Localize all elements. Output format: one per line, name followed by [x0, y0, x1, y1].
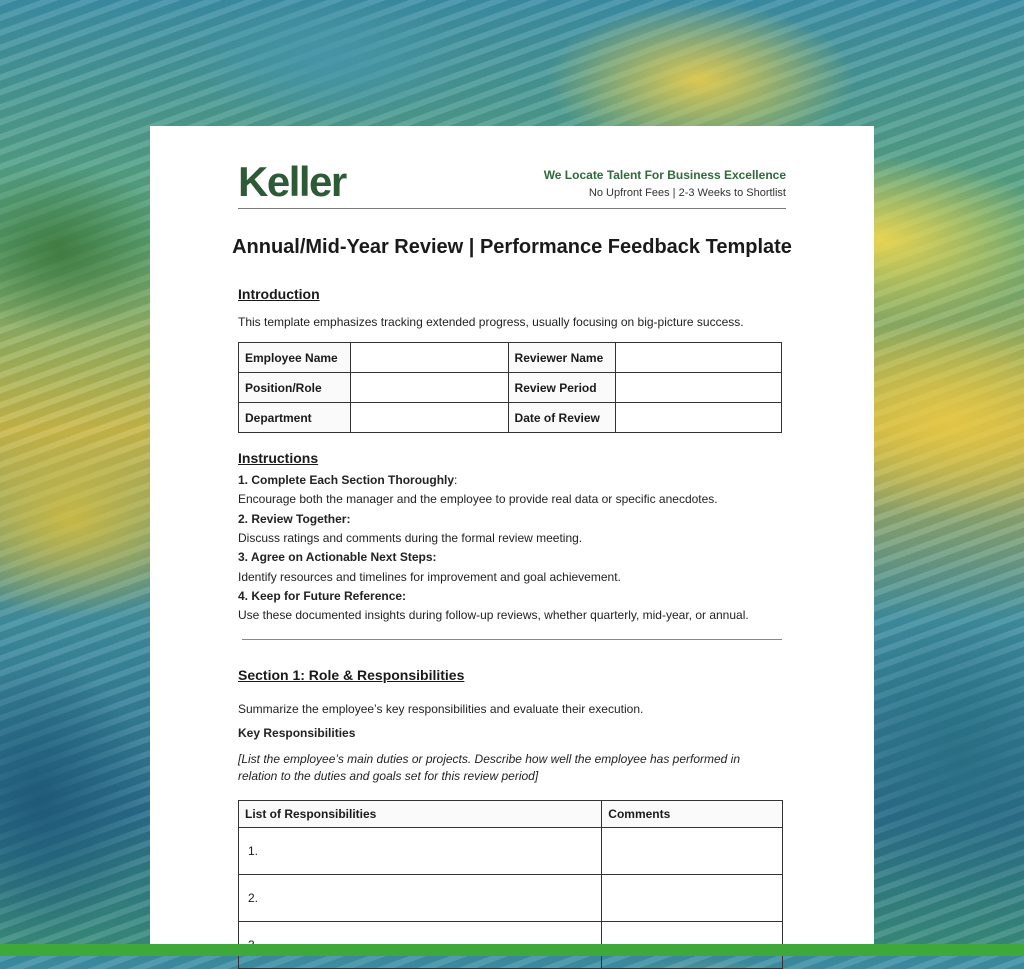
instruction-2-text: Discuss ratings and comments during the formal review meeting.	[238, 531, 583, 545]
instructions-heading: Instructions	[238, 450, 319, 466]
document-header	[238, 156, 786, 209]
table-row	[239, 875, 783, 922]
employee-info-table	[238, 342, 782, 433]
table-header-row	[239, 801, 783, 828]
instruction-2-title: 2. Review Together:	[238, 512, 351, 526]
employee-name-field[interactable]	[350, 343, 508, 373]
date-of-review-label: Date of Review	[508, 403, 616, 433]
review-period-label: Review Period	[508, 373, 616, 403]
department-field[interactable]	[350, 403, 508, 433]
position-role-label: Position/Role	[239, 373, 351, 403]
reviewer-name-field[interactable]	[616, 343, 782, 373]
responsibility-cell[interactable]: 2.	[239, 875, 602, 922]
introduction-heading: Introduction	[238, 286, 320, 302]
keller-logo: Keller	[238, 158, 346, 205]
responsibilities-note: [List the employee’s main duties or projects. Describe how well the employee has performed in relation to the duties and goals set for this review period]	[238, 752, 741, 783]
position-role-field[interactable]	[350, 373, 508, 403]
responsibility-cell[interactable]: 1.	[239, 828, 602, 875]
comment-cell[interactable]	[602, 828, 783, 875]
document-title: Annual/Mid-Year Review | Performance Feedback Template	[232, 236, 792, 258]
instruction-3-title: 3. Agree on Actionable Next Steps:	[238, 550, 437, 564]
subtagline: No Upfront Fees | 2-3 Weeks to Shortlist	[588, 187, 786, 199]
document-page	[150, 126, 874, 944]
introduction-text: This template emphasizes tracking extended progress, usually focusing on big-picture success.	[238, 315, 744, 329]
department-label: Department	[239, 403, 351, 433]
bottom-accent-bar	[0, 944, 1024, 956]
comments-column-header: Comments	[602, 801, 783, 828]
instruction-1-title: 1. Complete Each Section Thoroughly:	[238, 473, 458, 487]
instruction-3-text: Identify resources and timelines for improvement and goal achievement.	[238, 570, 621, 584]
date-of-review-field[interactable]	[616, 403, 782, 433]
reviewer-name-label: Reviewer Name	[508, 343, 616, 373]
review-period-field[interactable]	[616, 373, 782, 403]
table-row	[239, 403, 782, 433]
table-row	[239, 343, 782, 373]
comment-cell[interactable]	[602, 875, 783, 922]
key-responsibilities-heading: Key Responsibilities	[238, 726, 356, 740]
tagline: We Locate Talent For Business Excellence	[543, 168, 786, 182]
section1-text: Summarize the employee’s key responsibilities and evaluate their execution.	[238, 702, 644, 716]
section-divider	[242, 639, 782, 640]
instruction-4-title: 4. Keep for Future Reference:	[238, 589, 407, 603]
section1-heading: Section 1: Role & Responsibilities	[238, 667, 465, 683]
employee-name-label: Employee Name	[239, 343, 351, 373]
table-row	[239, 828, 783, 875]
responsibilities-column-header: List of Responsibilities	[239, 801, 602, 828]
instruction-1-text: Encourage both the manager and the employee to provide real data or specific anecdotes.	[238, 492, 718, 506]
table-row	[239, 373, 782, 403]
instruction-4-text: Use these documented insights during follow-up reviews, whether quarterly, mid-year, or annual.	[238, 608, 749, 622]
